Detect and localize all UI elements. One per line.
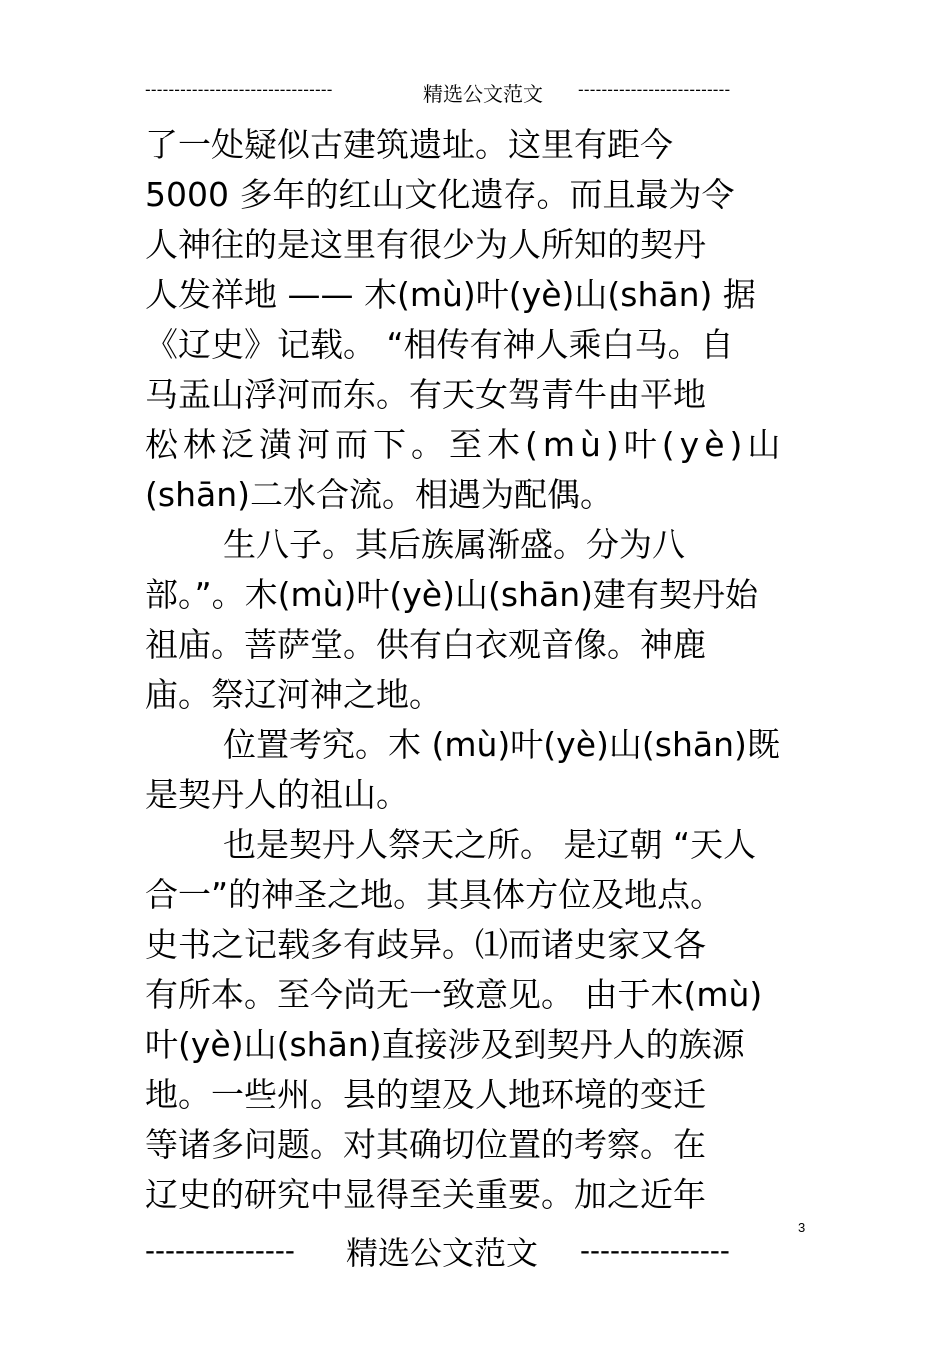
text-line: 史书之记载多有歧异。⑴而诸史家又各: [145, 925, 706, 964]
text-line: (shān)二水合流。相遇为配偶。: [145, 475, 613, 514]
paragraph-first-line: 也是契丹人祭天之所。 是辽朝 “天人: [223, 825, 757, 864]
text-line: 地。一些州。县的望及人地环境的变迁: [145, 1075, 706, 1114]
page-footer: [0, 1228, 950, 1272]
text-line: 人发祥地 —— 木(mù)叶(yè)山(shān) 据: [145, 275, 756, 314]
text-line: 5000 多年的红山文化遗存。而且最为令: [145, 175, 735, 214]
text-line: 马盂山浮河而东。有天女驾青牛由平地: [145, 375, 706, 414]
text-line: 《辽史》记载。 “相传有神人乘白马。自: [145, 325, 734, 364]
page-number: 3: [798, 1220, 806, 1235]
text-line: 是契丹人的祖山。: [145, 775, 409, 814]
footer-dashes-right: ---------------: [580, 1234, 730, 1267]
text-line: 祖庙。菩萨堂。供有白衣观音像。神鹿: [145, 625, 706, 664]
text-line: 人神往的是这里有很少为人所知的契丹: [145, 225, 706, 264]
text-line: 部。”。木(mù)叶(yè)山(shān)建有契丹始: [145, 575, 758, 614]
text-line: 辽史的研究中显得至关重要。加之近年: [145, 1175, 706, 1214]
footer-title: 精选公文范文: [346, 1234, 539, 1272]
header-title: 精选公文范文: [423, 82, 543, 106]
text-line: 叶(yè)山(shān)直接涉及到契丹人的族源: [145, 1025, 745, 1064]
document-body: [145, 120, 815, 1220]
header-dashes-left: --------------------------------: [145, 80, 333, 99]
text-line: 有所本。至今尚无一致意见。 由于木(mù): [145, 975, 763, 1014]
text-line: 松林泛潢河而下。至木(mù)叶(yè)山: [145, 425, 786, 464]
text-line: 庙。祭辽河神之地。: [145, 675, 442, 714]
header-dashes-right: --------------------------: [578, 80, 731, 99]
paragraph-first-line: 位置考究。木 (mù)叶(yè)山(shān)既: [223, 725, 780, 764]
text-line: 合一”的神圣之地。其具体方位及地点。: [145, 875, 724, 914]
text-line: 等诸多问题。对其确切位置的考察。在: [145, 1125, 706, 1164]
text-line: 了一处疑似古建筑遗址。这里有距今: [145, 125, 673, 164]
page-header: [0, 76, 950, 108]
footer-dashes-left: ---------------: [145, 1234, 295, 1267]
paragraph-first-line: 生八子。其后族属渐盛。分为八: [223, 525, 685, 564]
